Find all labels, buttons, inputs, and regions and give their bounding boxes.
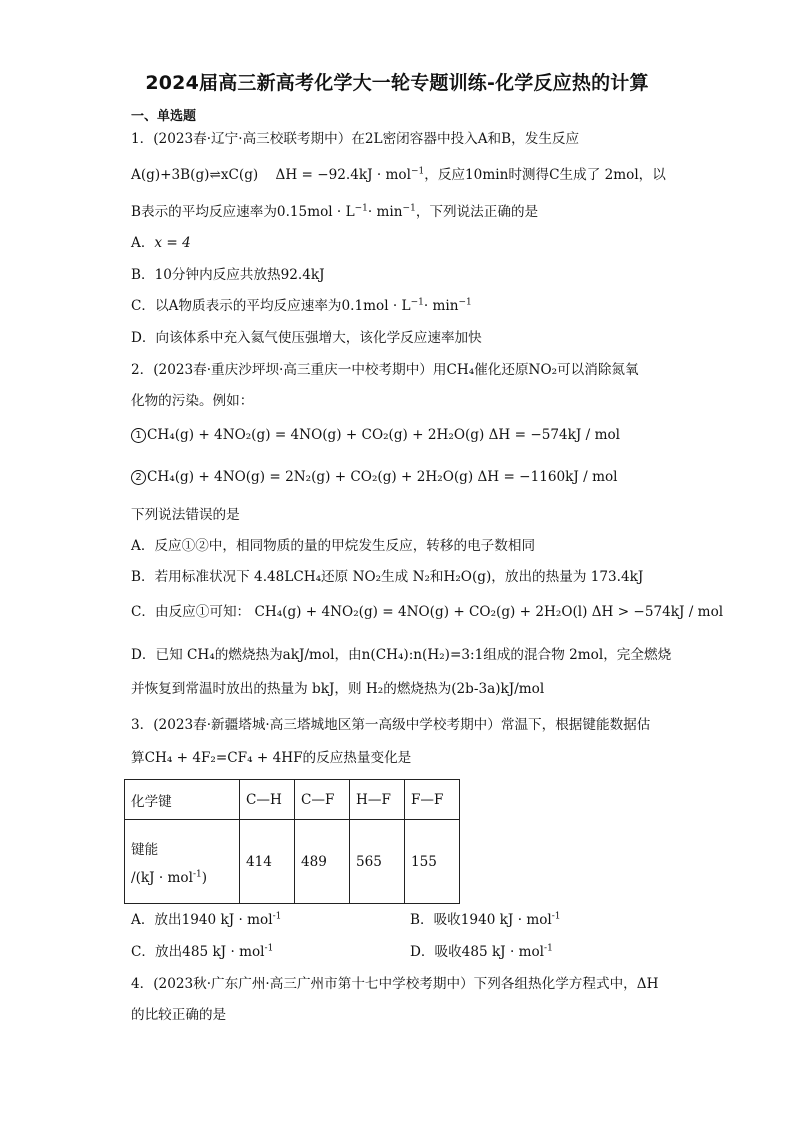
q3-option-c[interactable]: C．放出485 kJ · mol$^{-1}$	[131, 943, 274, 960]
q1-equation: A(g)+3B(g)⇌xC(g)	[131, 167, 259, 183]
table-header: 化学键	[125, 780, 240, 820]
table-row-label: 键能 /(kJ · mol$^{-1}$)	[125, 820, 240, 904]
q2-option-c[interactable]: C．由反应①可知： CH₄(g) + 4NO₂(g) = 4NO(g) + CO₂(g) + 2H₂O(l) ΔH > −574kJ / mol	[131, 604, 724, 620]
table-cell: 489	[295, 820, 350, 904]
section-heading: 一、单选题	[131, 109, 197, 124]
table-cell: 565	[350, 820, 405, 904]
table-row	[125, 820, 460, 904]
q2-stem: 2．(2023春·重庆沙坪坝·高三重庆一中校考期中）用CH₄催化还原NO₂可以消除氮氧	[131, 362, 639, 378]
q1-stem: 1．(2023春·辽宁·高三校联考期中）在2L密闭容器中投入A和B，发生反应	[131, 131, 580, 147]
q2-stem-cont: 化物的污染。例如：	[131, 393, 254, 409]
q2-option-b[interactable]: B．若用标准状况下 4.48LCH₄还原 NO₂生成 N₂和H₂O(g)，放出的热量为 173.4kJ	[131, 569, 644, 585]
q1-option-d[interactable]: D．向该体系中充入氦气使压强增大，该化学反应速率加快	[131, 330, 482, 346]
q3-stem-cont: 算CH₄ + 4F₂=CF₄ + 4HF的反应热量变化是	[131, 750, 412, 766]
table-header-row	[125, 780, 460, 820]
q4-stem: 4．(2023秋·广东广州·高三广州市第十七中学校考期中）下列各组热化学方程式中，ΔH	[131, 976, 659, 992]
q1-enthalpy: ΔH = −92.4kJ · mol	[275, 167, 411, 183]
q2-ask: 下列说法错误的是	[131, 507, 240, 523]
q1-option-b[interactable]: B．10分钟内反应共放热92.4kJ	[131, 267, 325, 283]
q2-equation-1: 1 CH₄(g) + 4NO₂(g) = 4NO(g) + CO₂(g) + 2H₂O(g) ΔH = −574kJ / mol	[131, 426, 620, 444]
q2-option-a[interactable]: A．反应①②中，相同物质的量的甲烷发生反应，转移的电子数相同	[131, 538, 536, 554]
q1-equation-line: A(g)+3B(g)⇌xC(g) ΔH = −92.4kJ · mol$^{-1}$，反应10min时测得C生成了 2mol，以	[131, 166, 666, 183]
q2-option-d-cont: 并恢复到常温时放出的热量为 bkJ，则 H₂的燃烧热为(2b-3a)kJ/mol	[131, 681, 545, 697]
q1-stem-cont: B表示的平均反应速率为$0.15mol \cdot L^{-1}\cdot \min^{-1}$，下列说法正确的是	[131, 203, 539, 220]
q2-option-d[interactable]: D．已知 CH₄的燃烧热为akJ/mol，由n(CH₄):n(H₂)=3:1组成的混合物 2mol，完全燃烧	[131, 647, 672, 663]
table-header: C—H	[240, 780, 295, 820]
q1-option-c[interactable]: C．以A物质表示的平均反应速率为$0.1mol \cdot L^{-1}\cdot \min^{-1}$	[131, 297, 472, 314]
q3-option-d[interactable]: D．吸收485 kJ · mol$^{-1}$	[410, 943, 553, 960]
q1-option-a[interactable]: A．x = 4	[131, 235, 191, 251]
circled-number-1: 1	[131, 428, 146, 443]
q3-option-a[interactable]: A．放出1940 kJ · mol$^{-1}$	[131, 911, 282, 928]
q4-stem-cont: 的比较正确的是	[131, 1007, 227, 1023]
table-cell: 155	[405, 820, 460, 904]
table-header: C—F	[295, 780, 350, 820]
bond-energy-table	[124, 779, 460, 904]
q3-stem: 3．(2023春·新疆塔城·高三塔城地区第一高级中学校考期中）常温下，根据键能数据估	[131, 717, 651, 733]
table-header: F—F	[405, 780, 460, 820]
table-header: H—F	[350, 780, 405, 820]
circled-number-2: 2	[131, 470, 146, 485]
q3-option-b[interactable]: B．吸收1940 kJ · mol$^{-1}$	[410, 911, 561, 928]
page-title: 2024届高三新高考化学大一轮专题训练-化学反应热的计算	[145, 72, 649, 94]
q2-equation-2: 2 CH₄(g) + 4NO(g) = 2N₂(g) + CO₂(g) + 2H₂O(g) ΔH = −1160kJ / mol	[131, 468, 618, 486]
table-cell: 414	[240, 820, 295, 904]
